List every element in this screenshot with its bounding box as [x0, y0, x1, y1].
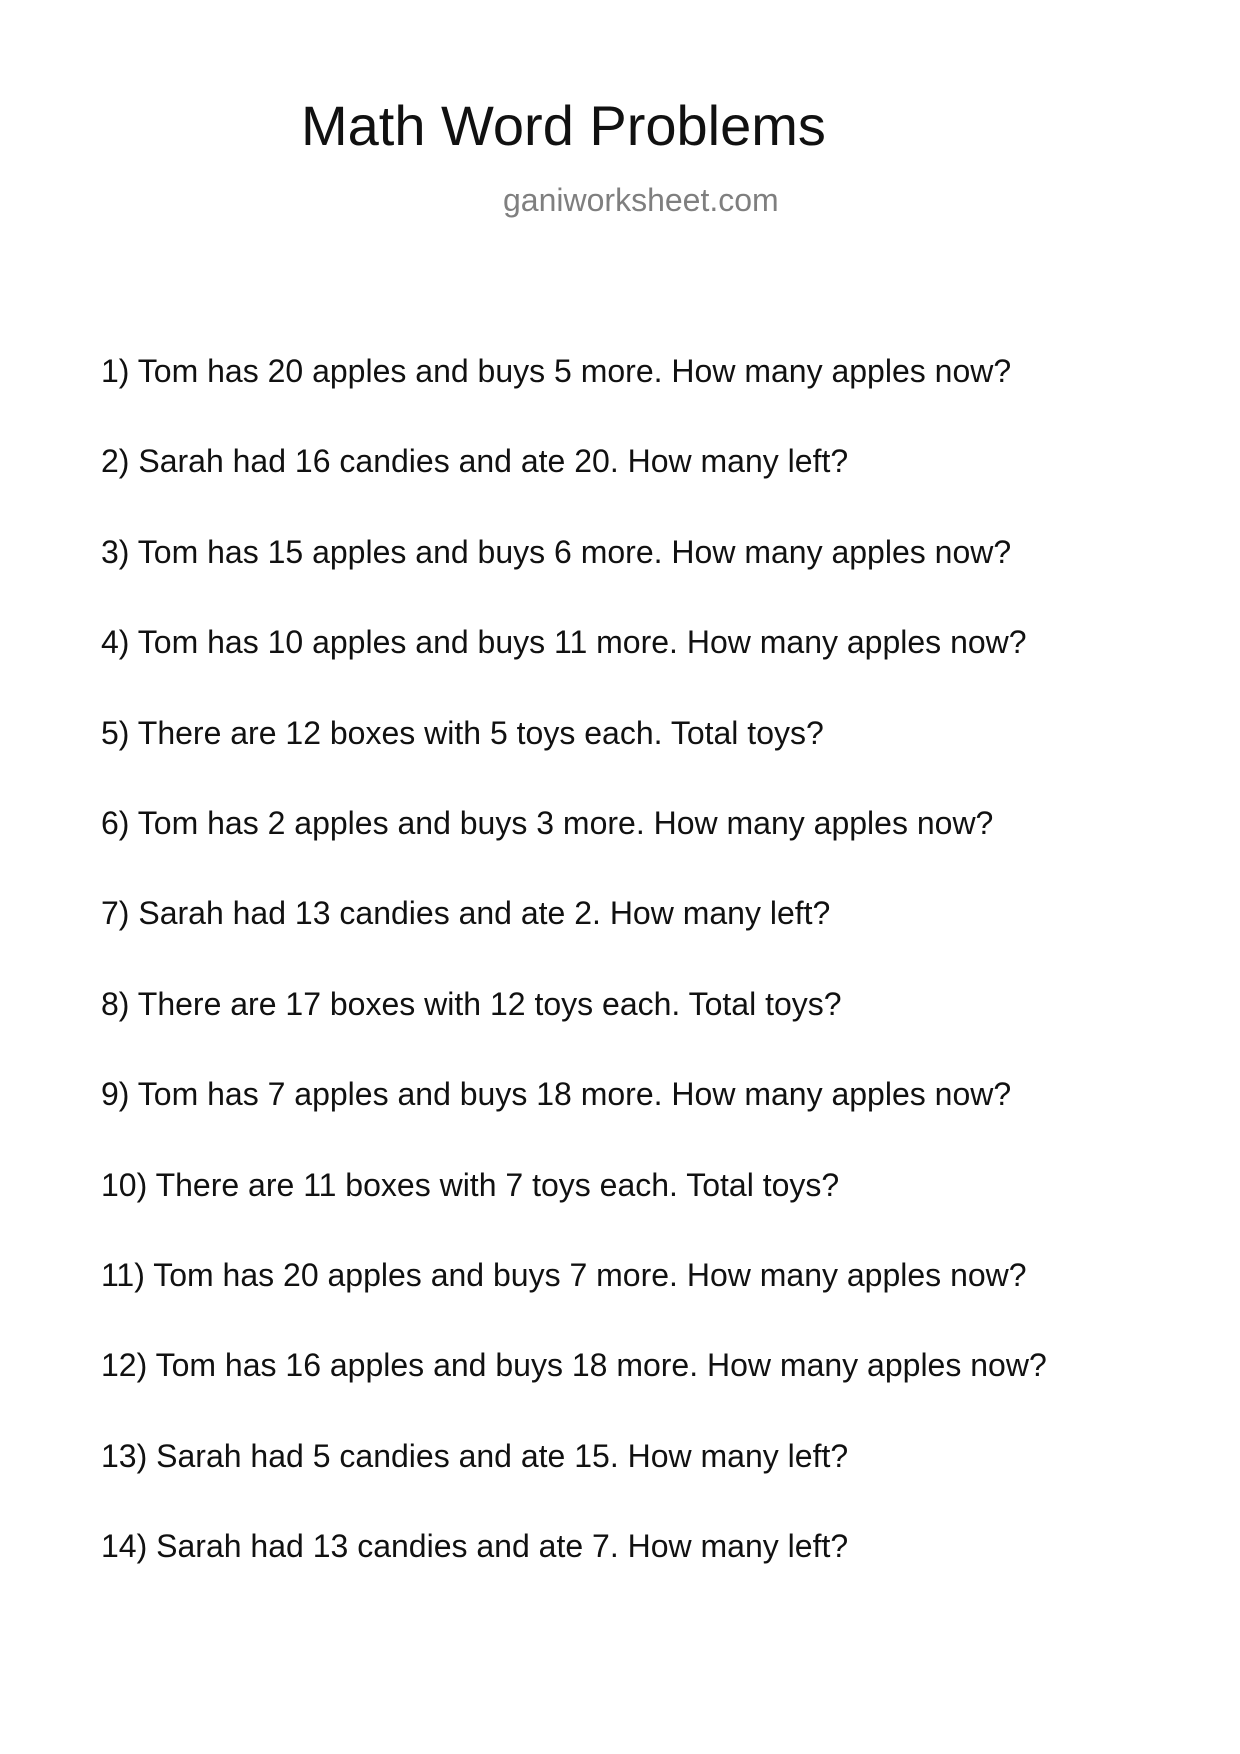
problem-8: 8) There are 17 boxes with 12 toys each. Total toys? [101, 985, 842, 1022]
problem-13: 13) Sarah had 5 candies and ate 15. How many left? [101, 1437, 849, 1474]
problem-12: 12) Tom has 16 apples and buys 18 more. How many apples now? [101, 1347, 1047, 1384]
worksheet-title: Math Word Problems [301, 94, 826, 157]
problem-9: 9) Tom has 7 apples and buys 18 more. How many apples now? [101, 1076, 1012, 1113]
problem-11: 11) Tom has 20 apples and buys 7 more. How many apples now? [101, 1256, 1027, 1293]
problem-7: 7) Sarah had 13 candies and ate 2. How many left? [101, 895, 831, 932]
problem-6: 6) Tom has 2 apples and buys 3 more. How many apples now? [101, 804, 994, 841]
problem-14: 14) Sarah had 13 candies and ate 7. How many left? [101, 1528, 849, 1565]
problem-4: 4) Tom has 10 apples and buys 11 more. How many apples now? [101, 624, 1027, 661]
problem-2: 2) Sarah had 16 candies and ate 20. How many left? [101, 443, 849, 480]
site-name: ganiworksheet.com [503, 182, 779, 218]
problem-10: 10) There are 11 boxes with 7 toys each. Total toys? [101, 1166, 840, 1203]
problem-1: 1) Tom has 20 apples and buys 5 more. How many apples now? [101, 353, 1012, 389]
problem-3: 3) Tom has 15 apples and buys 6 more. How many apples now? [101, 533, 1012, 570]
problem-list [101, 355, 1047, 1620]
problem-5: 5) There are 12 boxes with 5 toys each. Total toys? [101, 714, 824, 751]
